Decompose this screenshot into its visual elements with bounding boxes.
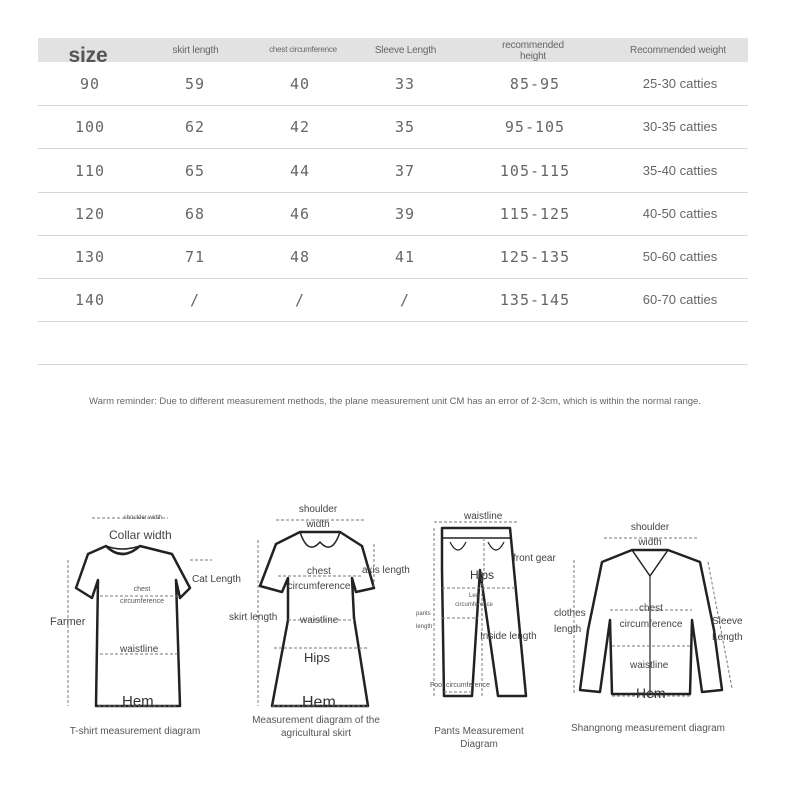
header-chest: chest circumference: [269, 45, 337, 54]
skirt-caption: Measurement diagram of the agricultural skirt: [252, 715, 380, 739]
skirt-hem: Hem: [302, 694, 336, 711]
table-row: [38, 235, 748, 279]
header-size: size: [68, 43, 108, 67]
cell-size: 100: [74, 117, 106, 136]
cell-chest: 40: [289, 74, 311, 93]
skirt-chest: chest circumference: [287, 566, 351, 592]
cell-skirt: /: [189, 290, 201, 309]
table-header: [38, 38, 748, 67]
shirt-sleeve-length: Sleeve Length: [712, 616, 743, 643]
cell-size: 110: [74, 161, 106, 180]
cell-sleeve: 41: [394, 247, 416, 266]
pants-inside-length: Inside length: [480, 631, 537, 642]
shirt-caption: Shangnong measurement diagram: [571, 723, 725, 734]
cell-sleeve: 37: [394, 161, 416, 180]
tshirt-waistline: waistline: [120, 644, 159, 655]
pants-leg-circumference: Leg circumference: [455, 593, 493, 608]
table-row: [38, 278, 748, 322]
shirt-shoulder-width: shoulder width: [630, 522, 670, 548]
tshirt-farmer: Farmer: [50, 616, 86, 628]
skirt-waistline: waistline: [300, 615, 339, 626]
shirt-waistline: waistline: [630, 660, 669, 671]
cell-weight: 60-70 catties: [642, 292, 718, 307]
cell-weight: 30-35 catties: [642, 119, 718, 134]
cell-chest: 46: [289, 204, 311, 223]
cell-sleeve: 39: [394, 204, 416, 223]
cell-skirt: 59: [184, 74, 206, 93]
table-row: [38, 149, 748, 193]
cell-weight: 40-50 catties: [642, 206, 718, 221]
cell-weight: 25-30 catties: [642, 76, 718, 91]
tshirt-hem: Hem: [122, 693, 154, 710]
cell-height: 125-135: [499, 247, 571, 266]
pants-length: pants length: [416, 611, 433, 630]
header-weight: Recommended weight: [630, 44, 726, 56]
skirt-diagram: [228, 470, 410, 770]
cell-size: 140: [74, 290, 106, 309]
table-bottom-line: [38, 364, 748, 365]
tshirt-chest: chest circumference: [120, 586, 164, 605]
cell-skirt: 71: [184, 247, 206, 266]
cell-height: 105-115: [499, 161, 571, 180]
cell-sleeve: /: [399, 290, 411, 309]
cell-weight: 50-60 catties: [642, 249, 718, 264]
cell-skirt: 62: [184, 117, 206, 136]
shirt-clothes-length: clothes length: [554, 608, 586, 635]
pants-front-gear: front gear: [513, 553, 556, 564]
cell-height: 135-145: [499, 290, 571, 309]
table-row: [38, 192, 748, 236]
cell-chest: 48: [289, 247, 311, 266]
header-skirt-length: skirt length: [172, 44, 219, 56]
skirt-shoulder-width: shoulder width: [298, 504, 338, 530]
cell-chest: 44: [289, 161, 311, 180]
pants-diagram: [414, 470, 564, 770]
table-row: [38, 62, 748, 106]
header-sleeve-length: Sleeve Length: [374, 44, 437, 56]
table-row: [38, 105, 748, 149]
cell-size: 130: [74, 247, 106, 266]
cell-height: 115-125: [499, 204, 571, 223]
warm-reminder: Warm reminder: Due to different measurement methods, the plane measurement unit CM has an error of 2-3cm, which is within the normal range.: [89, 396, 701, 407]
cell-size: 120: [74, 204, 106, 223]
pants-foot-circumference: Foot circumference: [430, 682, 490, 689]
cell-skirt: 65: [184, 161, 206, 180]
skirt-axis-length: axis length: [362, 565, 410, 576]
tshirt-cat-length: Cat Length: [192, 574, 241, 585]
cell-sleeve: 33: [394, 74, 416, 93]
skirt-skirt-length: skirt length: [229, 612, 278, 623]
tshirt-shoulder-width: shoulder width: [123, 515, 163, 521]
cell-sleeve: 35: [394, 117, 416, 136]
pants-hips: Hips: [470, 568, 495, 582]
cell-skirt: 68: [184, 204, 206, 223]
tshirt-caption: T-shirt measurement diagram: [69, 726, 201, 737]
shirt-chest: chest circumference: [619, 603, 683, 630]
cell-height: 85-95: [509, 74, 561, 93]
cell-chest: 42: [289, 117, 311, 136]
cell-height: 95-105: [504, 117, 566, 136]
pants-waistline: waistline: [464, 511, 503, 522]
cell-size: 90: [79, 74, 101, 93]
tshirt-diagram: [40, 470, 241, 770]
header-height: recommended height: [502, 40, 564, 62]
shirt-hem: Hem: [636, 685, 666, 701]
shirt-diagram: [550, 470, 760, 770]
cell-weight: 35-40 catties: [642, 163, 718, 178]
cell-chest: /: [294, 290, 306, 309]
skirt-hips: Hips: [304, 650, 331, 665]
tshirt-collar-width: Collar width: [109, 528, 172, 542]
pants-caption: Pants Measurement Diagram: [434, 726, 524, 750]
